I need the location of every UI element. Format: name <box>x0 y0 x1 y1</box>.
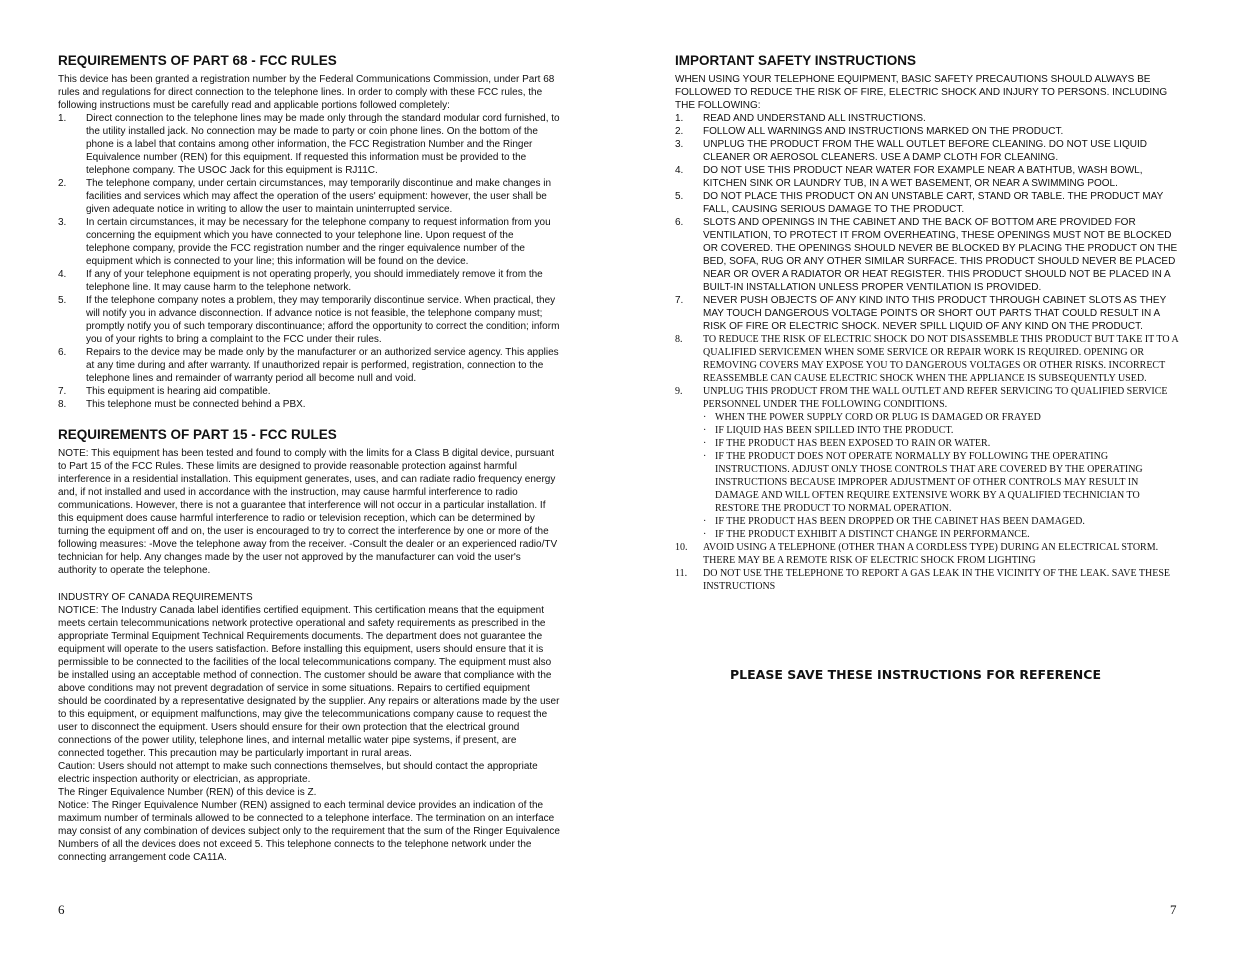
list-item: 8. This telephone must be connected behind a PBX. <box>58 399 306 410</box>
part68-intro: This device has been granted a registration number by the Federal Communications Commission, under Part 68 rules and regulations for direct connection to the telephone lines. In order to comply with these FCC rules, the following instructions must be carefully read and applicable portions followed completely: <box>58 74 555 111</box>
left-page <box>58 52 560 864</box>
safety-list <box>675 112 1180 333</box>
list-item: 4. If any of your telephone equipment is not operating properly, you should immediately remove it from the telephone line. It may cause harm to the telephone network. <box>58 269 543 293</box>
canada-ren-notice: Notice: The Ringer Equivalence Number (REN) assigned to each terminal device provides an indication of the maximum number of terminals allowed to be connected to a telephone interface. The termination on an interface may consist of any combination of devices subject only to the requirement that the sum of the Ringer Equivalence Numbers of all the devices does not exceed 5. This telephone connects to the telephone network under the connecting arrangement code CA11A. <box>58 800 560 863</box>
list-item: · IF LIQUID HAS BEEN SPILLED INTO THE PRODUCT. <box>703 425 954 436</box>
page-number-left: 6 <box>58 902 65 917</box>
canada-notice: NOTICE: The Industry Canada label identifies certified equipment. This certification means that the equipment meets certain telecommunications network protective operational and safety requirements as prescribed in the appropriate Terminal Equipment Technical Requirements documents. The department does not guarantee the equipment will operate to the users satisfaction. Before installing this equipment, users should ensure that it is permissible to be connected to the facilities of the local telecommunications company. The equipment must also be installed using an acceptable method of connection. The customer should be aware that compliance with the above conditions may not prevent degradation of service in some situations. Repairs to certified equipment should be coordinated by a representative designated by the supplier. Any repairs or alterations made by the user to this equipment, or equipment malfunctions, may give the telecommunications company cause to request the user to disconnect the equipment. Users should ensure for their own protection that the electrical ground connections of the power utility, telephone lines, and internal metallic water pipe systems, if present, are connected together. This precaution may be particularly important in rural areas. <box>58 605 560 759</box>
list-item: 6. SLOTS AND OPENINGS IN THE CABINET AND THE BACK OF BOTTOM ARE PROVIDED FOR VENTILATION, TO PROTECT IT FROM OVERHEATING, THESE OPENINGS MUST NOT BE BLOCKED OR COVERED. THE OPENINGS SHOULD NEVER BE BLOCKED BY PLACING THE PRODUCT ON THE BED, SOFA, RUG OR ANY OTHER SIMILAR SURFACE. THIS PRODUCT SHOULD NEVER BE PLACED NEAR OR OVER A RADIATOR OR HEAT REGISTER. THIS PRODUCT SHOULD NOT BE PLACED IN A BUILT-IN INSTALLATION UNLESS PROPER VENTILATION IS PROVIDED. <box>675 217 1178 293</box>
list-item: 5. If the telephone company notes a problem, they may temporarily discontinue service. When practical, they will notify you in advance disconnection. If advance notice is not feasible, the telephone company must; promptly notify you of such temporary discontinuance; afford the opportunity to correct the condition; inform you of your rights to bring a complaint to the FCC under their rules. <box>58 295 560 345</box>
list-item: 2. FOLLOW ALL WARNINGS AND INSTRUCTIONS MARKED ON THE PRODUCT. <box>675 126 1064 137</box>
list-item: · WHEN THE POWER SUPPLY CORD OR PLUG IS DAMAGED OR FRAYED <box>703 412 1041 423</box>
part15-heading: REQUIREMENTS OF PART 15 - FCC RULES <box>58 427 337 442</box>
list-item: 8. TO REDUCE THE RISK OF ELECTRIC SHOCK DO NOT DISASSEMBLE THIS PRODUCT BUT TAKE IT TO A QUALIFIED SERVICEMEN WHEN SOME SERVICE OR REPAIR WORK IS REQUIRED. OPENING OR REMOVING COVERS MAY EXPOSE YOU TO DANGEROUS VOLTAGES OR OTHER RISKS. INCORRECT REASSEMBLE CAN CAUSE ELECTRIC SHOCK WHEN THE APPLIANCE IS SUBSEQUENTLY USED. <box>675 334 1179 384</box>
canada-heading: INDUSTRY OF CANADA REQUIREMENTS <box>58 592 253 603</box>
part68-list <box>58 112 560 411</box>
list-item: 6. Repairs to the device may be made only by the manufacturer or an authorized service agency. This applies at any time during and after warranty. If unauthorized repair is performed, registration, connection to the telephone lines and remainder of warranty period all become null and void. <box>58 347 559 384</box>
safety-list-serif <box>675 333 1180 593</box>
list-item: 7. This equipment is hearing aid compatible. <box>58 386 271 397</box>
list-item: · IF THE PRODUCT EXHIBIT A DISTINCT CHANGE IN PERFORMANCE. <box>703 529 1030 540</box>
list-item: 3. In certain circumstances, it may be necessary for the telephone company to request information from you concerning the equipment which you have connected to your telephone line. Upon request of the telephone company, provide the FCC registration number and the ringer equivalence number of the equipment which is connected to your line; this information will be found on the device. <box>58 217 551 267</box>
part68-heading: REQUIREMENTS OF PART 68 - FCC RULES <box>58 53 337 68</box>
safety-intro: WHEN USING YOUR TELEPHONE EQUIPMENT, BASIC SAFETY PRECAUTIONS SHOULD ALWAYS BE FOLLOWED TO REDUCE THE RISK OF FIRE, ELECTRIC SHOCK AND INJURY TO PERSONS. INCLUDING THE FOLLOWING: <box>675 74 1168 111</box>
list-item: 11. DO NOT USE THE TELEPHONE TO REPORT A GAS LEAK IN THE VICINITY OF THE LEAK. SAVE THESE INSTRUCTIONS <box>675 568 1171 592</box>
list-item: 3. UNPLUG THE PRODUCT FROM THE WALL OUTLET BEFORE CLEANING. DO NOT USE LIQUID CLEANER OR AEROSOL CLEANERS. USE A DAMP CLOTH FOR CLEANING. <box>675 139 1147 163</box>
save-instructions-notice: PLEASE SAVE THESE INSTRUCTIONS FOR REFERENCE <box>730 667 1101 682</box>
list-item: · IF THE PRODUCT HAS BEEN DROPPED OR THE CABINET HAS BEEN DAMAGED. <box>703 516 1085 527</box>
list-item: 9. UNPLUG THIS PRODUCT FROM THE WALL OUTLET AND REFER SERVICING TO QUALIFIED SERVICE PERSONNEL UNDER THE FOLLOWING CONDITIONS. · WHEN THE POWER SUPPLY CORD OR PLUG IS DAMAGED OR FRAYED · IF LIQUID HAS BEEN SPILLED INTO THE PRODUCT. · IF THE PRODUCT HAS BEEN EXPOSED TO RAIN OR WATER. · IF THE PRODUCT DOES NOT OPERATE NORMALLY BY FOLLOWING THE OPERATING INSTRUCTIONS. ADJUST ONLY THOSE CONTROLS THAT ARE COVERED BY THE OPERATING INSTRUCTIONS BECAUSE IMPROPER ADJUSTMENT OF OTHER CONTROLS MAY RESULT IN DAMAGE AND WILL OFTEN REQUIRE EXTENSIVE WORK BY A QUALIFIED TECHNICIAN TO RESTORE THE PRODUCT TO NORMAL OPERATION. · IF THE PRODUCT HAS BEEN DROPPED OR THE CABINET HAS BEEN DAMAGED. · IF THE PRODUCT EXHIBIT A DISTINCT CHANGE IN PERFORMANCE. <box>675 385 1180 541</box>
canada-ren: The Ringer Equivalence Number (REN) of this device is Z. <box>58 787 317 798</box>
list-item: 7. NEVER PUSH OBJECTS OF ANY KIND INTO THIS PRODUCT THROUGH CABINET SLOTS AS THEY MAY TOUCH DANGEROUS VOLTAGE POINTS OR SHORT OUT PARTS THAT COULD RESULT IN A RISK OF FIRE OR ELECTRIC SHOCK. NEVER SPILL LIQUID OF ANY KIND ON THE PRODUCT. <box>675 295 1167 332</box>
list-item: 1. READ AND UNDERSTAND ALL INSTRUCTIONS. <box>675 113 926 124</box>
list-item: 10. AVOID USING A TELEPHONE (OTHER THAN A CORDLESS TYPE) DURING AN ELECTRICAL STORM. THERE MAY BE A REMOTE RISK OF ELECTRIC SHOCK FROM LIGHTING <box>675 542 1159 566</box>
page-number-right: 7 <box>1170 902 1177 917</box>
list-item: 1. Direct connection to the telephone lines may be made only through the standard modular cord furnished, to the utility installed jack. No connection may be made to party or coin phone lines. On the bottom of the phone is a label that contains among other information, the FCC Registration Number and the Ringer Equivalence number (REN) for this equipment. If requested this information must be provided to the telephone company. The USOC Jack for this equipment is RJ11C. <box>58 113 560 176</box>
list-item: 2. The telephone company, under certain circumstances, may temporarily discontinue and make changes in facilities and services which may affect the operation of the users' equipment: however, the user shall be given adequate notice in writing to allow the user to maintain uninterrupted service. <box>58 178 552 215</box>
part15-text: NOTE: This equipment has been tested and found to comply with the limits for a Class B digital device, pursuant to Part 15 of the FCC Rules. These limits are designed to provide reasonable protection against harmful interference in a residential installation. This equipment generates, uses, and can radiate radio frequency energy and, if not installed and used in accordance with the instruction, may cause harmful interference to radio communications. However, there is not a guarantee that interference will not occur in a particular installation. If this equipment does cause harmful interference to radio or television reception, which can be determined by turning the equipment off and on, the user is encouraged to try to correct the interference by one or more of the following measures: -Move the telephone away from the receiver. -Consult the dealer or an experienced radio/TV technician for help. Any changes made by the user not approved by the manufacturer can void the user's authority to operate the telephone. <box>58 448 558 576</box>
canada-caution: Caution: Users should not attempt to make such connections themselves, but should contact the appropriate electric inspection authority or electrician, as appropriate. <box>58 761 538 785</box>
list-item: · IF THE PRODUCT DOES NOT OPERATE NORMALLY BY FOLLOWING THE OPERATING INSTRUCTIONS. ADJUST ONLY THOSE CONTROLS THAT ARE COVERED BY THE OPERATING INSTRUCTIONS BECAUSE IMPROPER ADJUSTMENT OF OTHER CONTROLS MAY RESULT IN DAMAGE AND WILL OFTEN REQUIRE EXTENSIVE WORK BY A QUALIFIED TECHNICIAN TO RESTORE THE PRODUCT TO NORMAL OPERATION. <box>703 451 1143 514</box>
safety-heading: IMPORTANT SAFETY INSTRUCTIONS <box>675 53 917 68</box>
list-item: 5. DO NOT PLACE THIS PRODUCT ON AN UNSTABLE CART, STAND OR TABLE. THE PRODUCT MAY FALL, CAUSING SERIOUS DAMAGE TO THE PRODUCT. <box>675 191 1164 215</box>
right-page <box>675 52 1180 593</box>
conditions-list <box>703 411 1180 541</box>
list-item: · IF THE PRODUCT HAS BEEN EXPOSED TO RAIN OR WATER. <box>703 438 991 449</box>
list-item: 4. DO NOT USE THIS PRODUCT NEAR WATER FOR EXAMPLE NEAR A BATHTUB, WASH BOWL, KITCHEN SINK OR LAUNDRY TUB, IN A WET BASEMENT, OR NEAR A SWIMMING POOL. <box>675 165 1143 189</box>
